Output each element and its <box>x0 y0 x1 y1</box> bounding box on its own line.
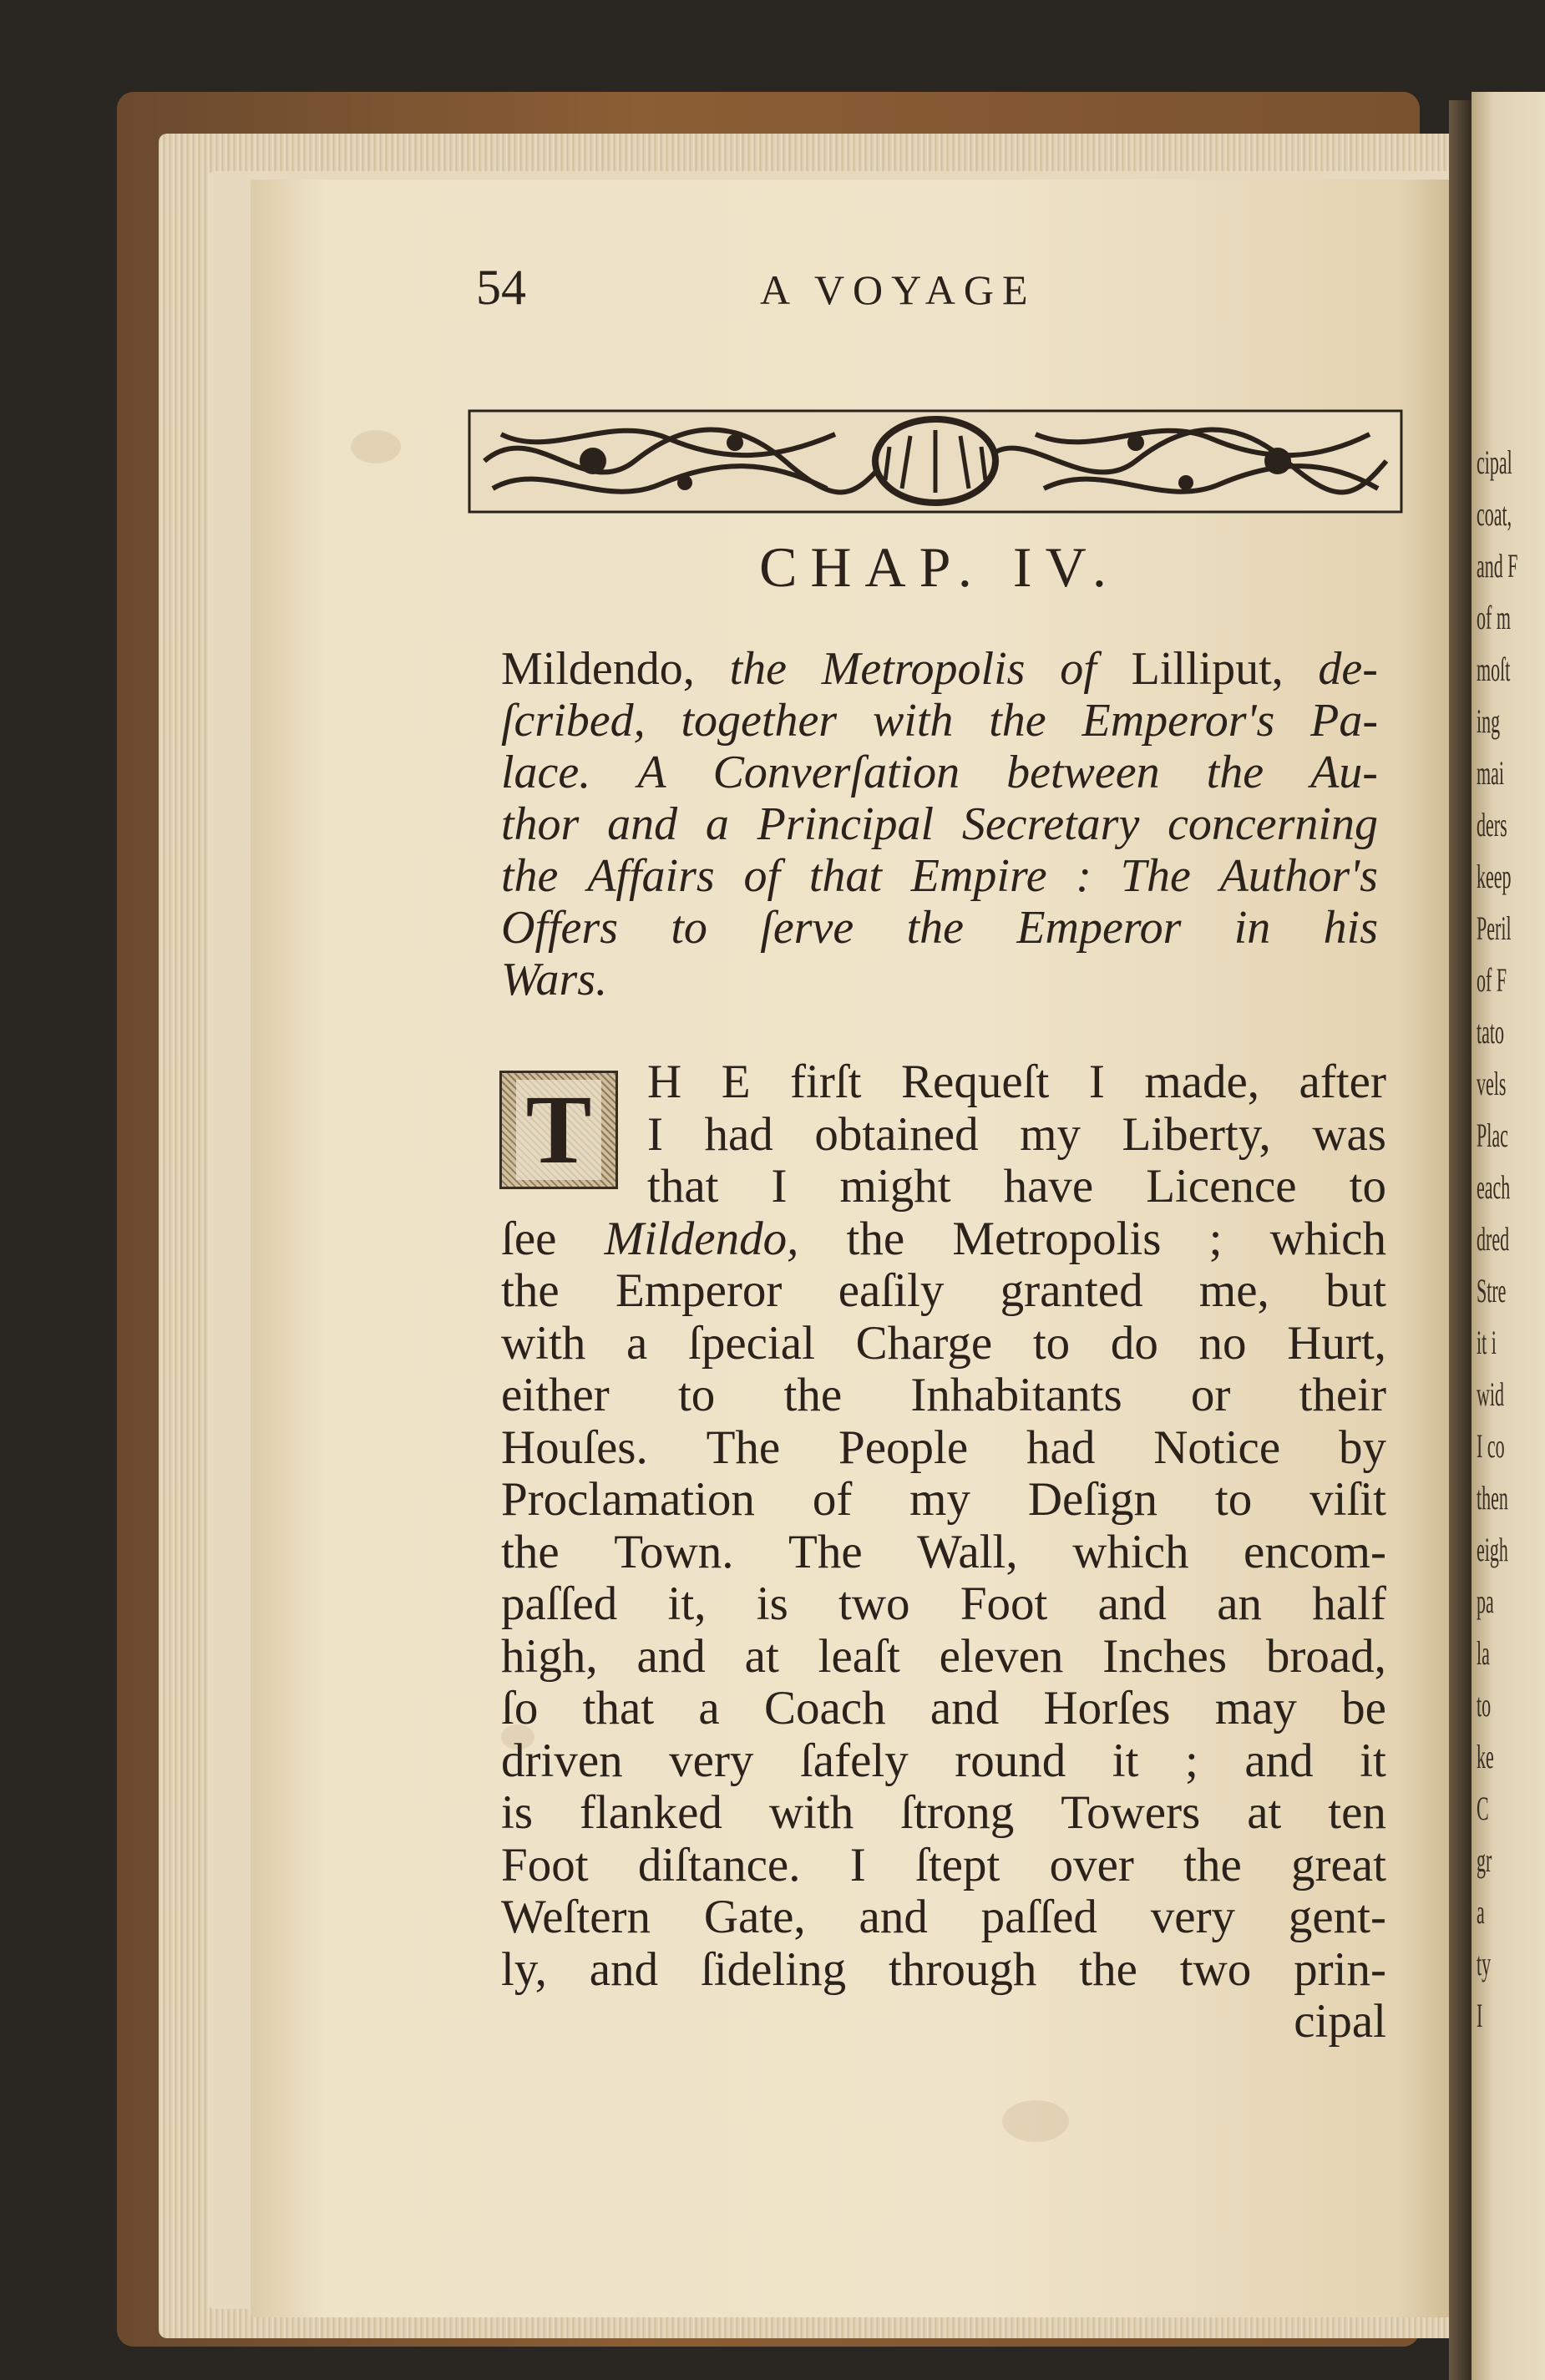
facing-page-fragment: la <box>1477 1634 1490 1672</box>
facing-page-fragment: of m <box>1477 599 1511 636</box>
body-word: eleven <box>939 1629 1064 1683</box>
body-word: I <box>1088 1056 1105 1108</box>
body-word: encom- <box>1244 1525 1386 1578</box>
summary-word: Converſation <box>712 747 960 798</box>
body-word: great <box>1291 1838 1386 1891</box>
body-word: either <box>501 1369 610 1421</box>
summary-word: : <box>1076 850 1092 902</box>
body-word: ſafely <box>799 1734 909 1787</box>
summary-word: a <box>705 798 729 850</box>
catchword-text: cipal <box>1294 1995 1386 2048</box>
body-word: my <box>1020 1107 1081 1161</box>
body-word: half <box>1312 1577 1386 1630</box>
facing-page-fragment: to <box>1477 1686 1492 1724</box>
summary-word: Emperor <box>1016 902 1182 954</box>
body-word: The <box>788 1525 863 1578</box>
body-word: Gate, <box>703 1891 806 1943</box>
body-word: which <box>1269 1212 1386 1265</box>
facing-page-fragment: C <box>1477 1790 1489 1827</box>
body-line <box>501 1213 1386 1266</box>
summary-word: the <box>501 850 559 902</box>
body-word: viſit <box>1309 1473 1386 1526</box>
body-word: Wall, <box>917 1525 1018 1578</box>
facing-page-fragment: Peril <box>1477 909 1512 947</box>
facing-page <box>1472 92 1545 2380</box>
body-word: prin- <box>1294 1942 1386 1996</box>
body-word: an <box>1217 1577 1263 1630</box>
body-word: me, <box>1198 1264 1269 1317</box>
summary-word: Affairs <box>587 850 715 902</box>
facing-page-fragment: of F <box>1477 961 1507 999</box>
body-word: I <box>771 1160 788 1213</box>
body-word: granted <box>1000 1264 1143 1317</box>
body-word: with <box>501 1316 586 1370</box>
body-line <box>501 1318 1386 1370</box>
body-line <box>501 1944 1386 1997</box>
body-word: may <box>1214 1682 1297 1734</box>
body-line <box>501 1891 1386 1944</box>
summary-word: Secretary <box>961 798 1140 850</box>
body-word: paſſed <box>501 1577 618 1630</box>
summary-line <box>501 695 1378 747</box>
body-word: made, <box>1144 1056 1260 1108</box>
facing-page-fragment: I co <box>1477 1427 1505 1465</box>
body-word: is <box>501 1786 534 1839</box>
body-word: H <box>647 1056 682 1108</box>
summary-word: ſerve <box>760 902 854 954</box>
body-word: Horſes <box>1043 1682 1171 1734</box>
facing-page-fragment: pa <box>1477 1582 1494 1620</box>
body-word: by <box>1338 1420 1386 1474</box>
summary-word: Empire <box>910 850 1047 902</box>
summary-word: Principal <box>757 798 935 850</box>
body-line <box>501 1631 1386 1684</box>
body-word: ; <box>1185 1734 1198 1787</box>
summary-word: ſcribed, <box>501 695 646 747</box>
body-word: no <box>1198 1316 1247 1370</box>
body-word: very <box>1150 1891 1236 1943</box>
body-word: at <box>744 1629 779 1683</box>
facing-page-fragment: it i <box>1477 1324 1497 1361</box>
facing-page-fragment: mai <box>1477 754 1504 792</box>
body-word: had <box>704 1107 773 1161</box>
body-word: Requeſt <box>901 1056 1050 1108</box>
body-line <box>501 1370 1386 1422</box>
body-word: flanked <box>579 1786 722 1839</box>
facing-page-fragment: gr <box>1477 1841 1492 1879</box>
body-word: to <box>1214 1473 1253 1526</box>
running-title: A VOYAGE <box>760 266 1036 313</box>
body-word: after <box>1299 1056 1386 1108</box>
facing-page-fragment: eigh <box>1477 1531 1508 1568</box>
body-word: Charge <box>855 1316 993 1370</box>
body-word: ſpecial <box>688 1316 815 1370</box>
running-head <box>476 259 1395 334</box>
body-word: Hurt, <box>1287 1316 1386 1370</box>
facing-page-fragment: then <box>1477 1479 1508 1517</box>
summary-word: The <box>1120 850 1191 902</box>
summary-word: Metropolis <box>821 643 1026 695</box>
body-word: to <box>1349 1160 1386 1213</box>
summary-line <box>501 798 1378 850</box>
body-word: the <box>846 1212 905 1265</box>
body-line <box>501 1161 1386 1213</box>
book-gutter <box>1449 100 1474 2380</box>
body-line <box>501 1840 1386 1892</box>
facing-page-fragment: ty <box>1477 1945 1492 1982</box>
body-word: Notice <box>1153 1420 1281 1474</box>
body-word: I <box>647 1107 663 1161</box>
body-word: Metropolis <box>952 1212 1162 1265</box>
summary-word: Author's <box>1219 850 1378 902</box>
body-word: and <box>636 1629 706 1683</box>
body-word: ſo <box>501 1682 539 1734</box>
body-word: paſſed <box>980 1891 1097 1943</box>
body-word: ſtept <box>915 1838 1000 1891</box>
page-number: 54 <box>476 260 526 315</box>
body-word: a <box>698 1682 720 1734</box>
facing-page-fragment: tato <box>1477 1013 1504 1051</box>
body-word: People <box>838 1420 969 1474</box>
body-word: Towers <box>1061 1786 1201 1839</box>
body-line <box>501 1527 1386 1579</box>
body-word: round <box>955 1734 1066 1787</box>
facing-page-fragment: a <box>1477 1893 1485 1931</box>
summary-line <box>501 902 1378 954</box>
body-word: Mildendo, <box>604 1212 799 1265</box>
body-word: is <box>756 1577 788 1630</box>
body-word: that <box>582 1682 655 1734</box>
body-word: high, <box>501 1629 598 1683</box>
body-word: The <box>706 1420 781 1474</box>
body-word: Liberty, <box>1122 1107 1271 1161</box>
body-word: two <box>838 1577 910 1630</box>
body-word: that <box>647 1160 719 1213</box>
body-line <box>501 1683 1386 1735</box>
catchword <box>501 1996 1386 2048</box>
summary-word: between <box>1006 747 1160 798</box>
facing-page-fragment: I <box>1477 1997 1483 2034</box>
body-word: their <box>1299 1369 1386 1421</box>
drop-cap-letter: T <box>516 1080 602 1180</box>
summary-word: Au- <box>1310 747 1378 798</box>
facing-page-fragment: keep <box>1477 858 1512 895</box>
body-word: the <box>1183 1838 1242 1891</box>
body-word: driven <box>501 1734 623 1787</box>
body-word: Emperor <box>615 1264 783 1317</box>
summary-word: to <box>671 902 707 954</box>
summary-line <box>501 954 1378 1005</box>
body-word: and <box>859 1891 928 1943</box>
body-line <box>501 1787 1386 1840</box>
facing-page-fragment: wid <box>1477 1375 1504 1413</box>
summary-word: the <box>729 643 787 695</box>
body-word: but <box>1325 1264 1386 1317</box>
body-line <box>501 1265 1386 1318</box>
summary-word: his <box>1323 902 1378 954</box>
facing-page-fragment: Stre <box>1477 1272 1507 1309</box>
body-word: broad, <box>1265 1629 1386 1683</box>
body-word: it, <box>667 1577 707 1630</box>
foxing-spot <box>351 430 401 463</box>
body-word: obtained <box>814 1107 979 1161</box>
summary-word: and <box>607 798 678 850</box>
facing-page-fragment: Plac <box>1477 1117 1508 1154</box>
summary-line <box>501 850 1378 902</box>
body-word: do <box>1110 1316 1158 1370</box>
summary-word: Lilliput, <box>1131 643 1284 695</box>
summary-word: that <box>808 850 882 902</box>
body-word: ſtrong <box>900 1786 1015 1839</box>
body-word: it <box>1112 1734 1139 1787</box>
facing-page-fragment: cipal <box>1477 443 1512 481</box>
body-word: my <box>909 1473 971 1526</box>
body-word: eaſily <box>838 1264 945 1317</box>
body-line <box>501 1422 1386 1475</box>
body-word: Weſtern <box>501 1891 651 1943</box>
body-word: and <box>589 1942 659 1996</box>
ornamental-headpiece <box>468 409 1403 514</box>
body-word: the <box>1079 1942 1137 1996</box>
body-word: ; <box>1208 1212 1223 1265</box>
summary-line <box>501 747 1378 798</box>
summary-word: the <box>989 695 1046 747</box>
body-word: to <box>677 1369 716 1421</box>
summary-word: the <box>906 902 964 954</box>
body-word: had <box>1026 1420 1096 1474</box>
body-line <box>501 1578 1386 1631</box>
summary-word: Offers <box>501 902 618 954</box>
body-word: the <box>783 1369 843 1421</box>
body-word: to <box>1032 1316 1071 1370</box>
summary-word: Pa- <box>1310 695 1378 747</box>
body-word: through <box>889 1942 1037 1996</box>
body-word: gent- <box>1288 1891 1386 1943</box>
summary-word: of <box>1060 643 1097 695</box>
body-word: or <box>1190 1369 1231 1421</box>
summary-word: lace. <box>501 747 591 798</box>
body-word: which <box>1072 1525 1189 1578</box>
foxing-spot <box>1002 2100 1069 2142</box>
body-line <box>501 1109 1386 1162</box>
body-word: of <box>812 1473 853 1526</box>
body-word: ly, <box>501 1942 547 1996</box>
summary-word: Wars. <box>501 954 608 1005</box>
body-word: and <box>1097 1577 1167 1630</box>
body-word: Deſign <box>1027 1473 1158 1526</box>
facing-page-fragment: coat, <box>1477 495 1512 533</box>
body-word: Houſes. <box>501 1420 648 1474</box>
body-word: leaſt <box>818 1629 900 1683</box>
facing-page-fragment: ing <box>1477 702 1501 740</box>
summary-word: thor <box>501 798 580 850</box>
summary-word: concerning <box>1168 798 1378 850</box>
body-line <box>501 1474 1386 1527</box>
chapter-heading: CHAP. IV. <box>759 535 1120 599</box>
body-word: might <box>839 1160 951 1213</box>
chapter-summary <box>501 643 1378 1005</box>
body-word: diſtance. <box>637 1838 801 1891</box>
body-word: Foot <box>960 1577 1048 1630</box>
facing-page-fragment: dred <box>1477 1220 1510 1258</box>
summary-word: the <box>1206 747 1264 798</box>
body-word: Proclamation <box>501 1473 755 1526</box>
facing-page-fragment: moſt <box>1477 651 1511 688</box>
summary-word: Mildendo, <box>501 643 695 695</box>
body-word: ten <box>1328 1786 1386 1839</box>
facing-page-fragment: ke <box>1477 1738 1494 1775</box>
body-word: the <box>501 1525 560 1578</box>
body-line <box>501 1056 1386 1109</box>
summary-word: with <box>872 695 954 747</box>
summary-word: in <box>1233 902 1271 954</box>
summary-word: de- <box>1318 643 1378 695</box>
body-word: a <box>626 1316 648 1370</box>
body-word: Coach <box>763 1682 886 1734</box>
body-word: was <box>1312 1107 1386 1161</box>
body-word: Town. <box>614 1525 734 1578</box>
facing-page-fragment: ders <box>1477 806 1507 843</box>
body-word: Licence <box>1146 1160 1297 1213</box>
summary-word: Emperor's <box>1082 695 1275 747</box>
facing-page-fragment: vels <box>1477 1065 1507 1102</box>
body-text <box>501 1056 1386 2048</box>
summary-word: of <box>743 850 781 902</box>
body-word: very <box>669 1734 754 1787</box>
body-word: Foot <box>501 1838 589 1891</box>
body-word: with <box>768 1786 854 1839</box>
body-word: ſee <box>501 1212 557 1265</box>
body-word: the <box>501 1264 560 1317</box>
facing-page-fragment: and F <box>1477 547 1518 585</box>
body-word: it <box>1360 1734 1386 1787</box>
body-word: Inhabitants <box>910 1369 1122 1421</box>
facing-page-fragment: each <box>1477 1168 1511 1206</box>
body-word: two <box>1179 1942 1252 1996</box>
summary-word: together <box>681 695 838 747</box>
body-word: I <box>849 1838 866 1891</box>
body-line <box>501 1735 1386 1788</box>
body-word: E <box>721 1056 751 1108</box>
body-word: be <box>1341 1682 1386 1734</box>
body-word: Inches <box>1102 1629 1228 1683</box>
body-word: firſt <box>790 1056 862 1108</box>
body-word: ſideling <box>700 1942 847 1996</box>
summary-word: A <box>637 747 666 798</box>
body-word: and <box>1244 1734 1314 1787</box>
body-word: and <box>930 1682 1000 1734</box>
summary-line <box>501 643 1378 695</box>
body-word: have <box>1003 1160 1094 1213</box>
body-word: at <box>1247 1786 1282 1839</box>
body-word: over <box>1049 1838 1134 1891</box>
